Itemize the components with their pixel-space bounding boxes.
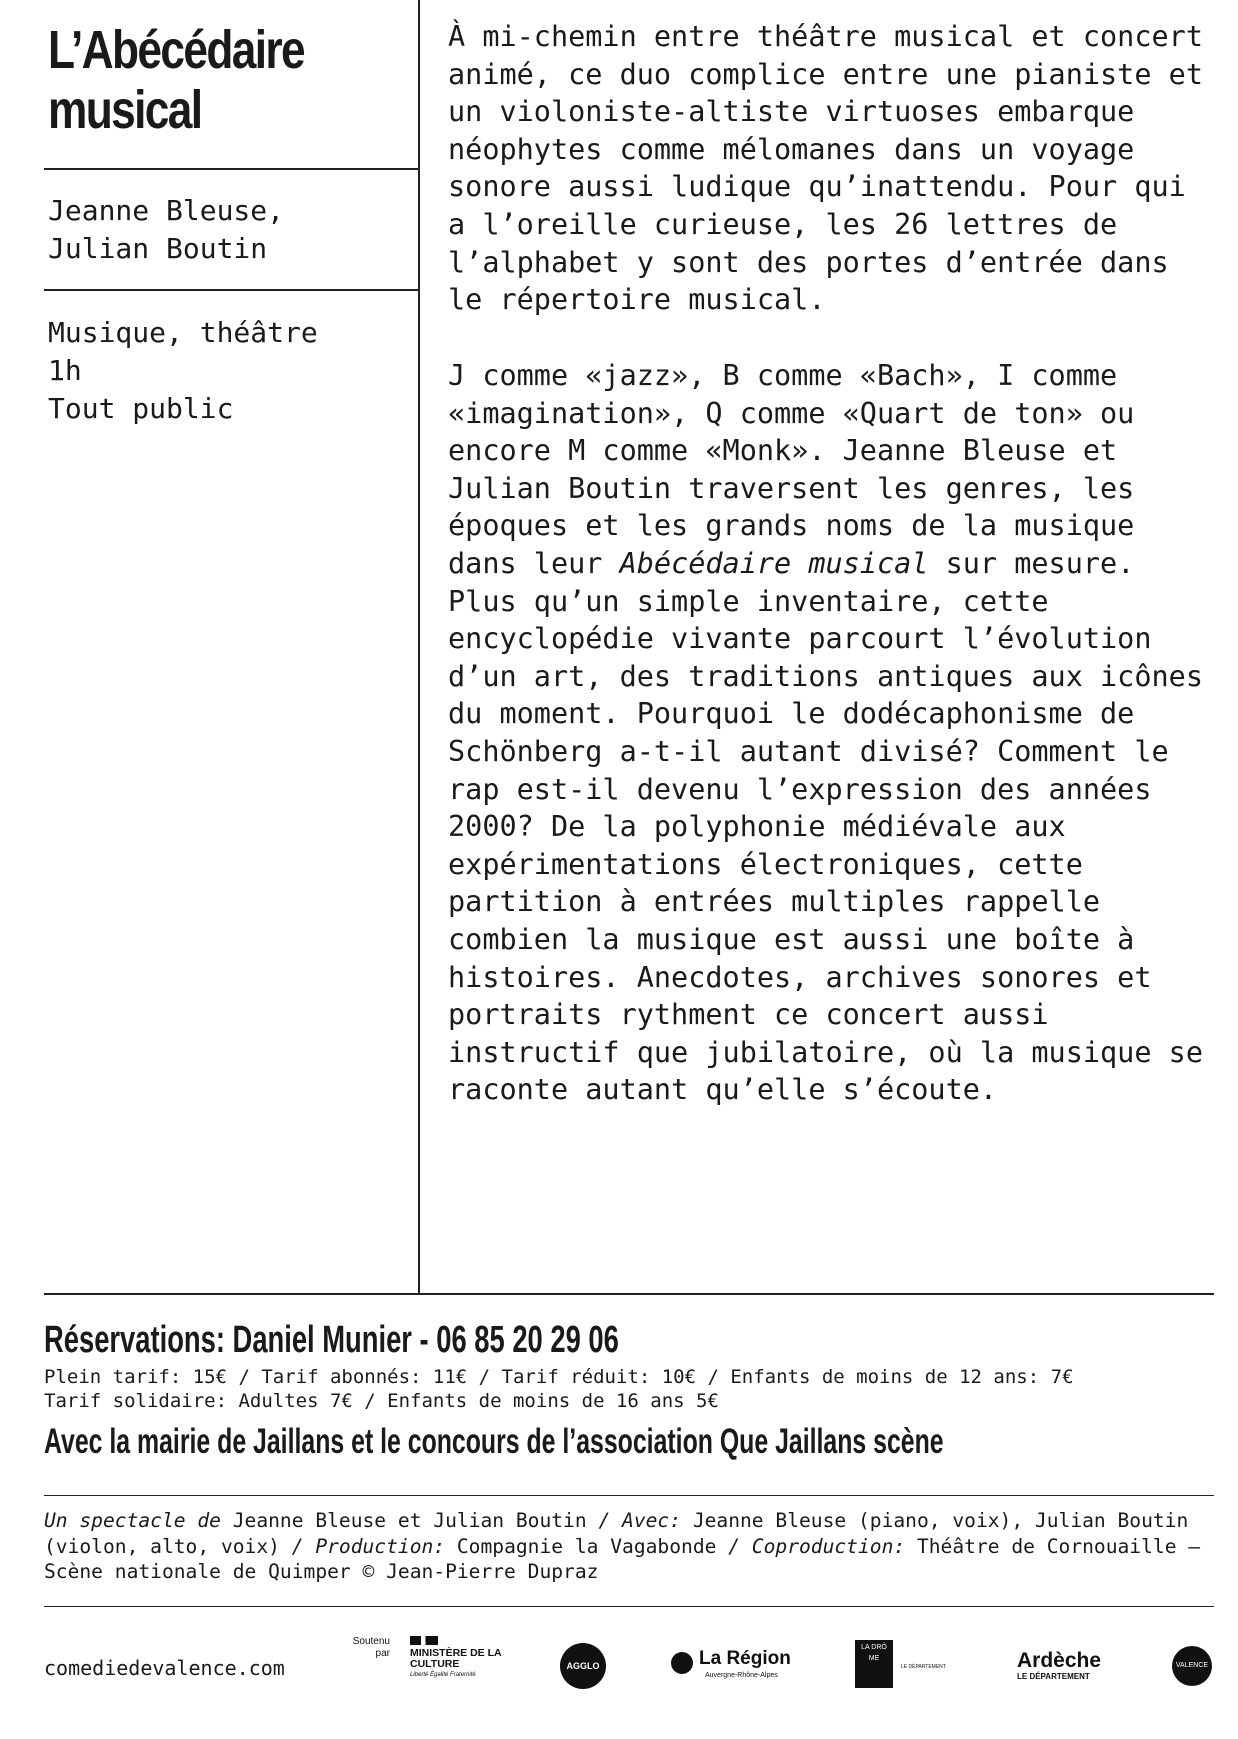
marianne-icon [410,1636,438,1645]
title-divider [44,168,420,170]
show-info [48,314,318,428]
show-authors [48,192,284,268]
reservation-line: Réservations: Daniel Munier - 06 85 20 29 06 [44,1319,619,1361]
ardeche-logo [1017,1650,1127,1681]
ministere-name: MINISTÈRE DE LA CULTURE [410,1647,502,1670]
description-paragraph-2-start: J comme «jazz», B comme «Bach», I comme «imagination», Q comme «Quart de ton» ou encore M comme «Monk». Jeanne Bleuse et Julian Boutin traversent les genres, les époques et les grands noms de la musique dans leur [448,359,1135,580]
show-audience: Tout public [48,392,234,425]
prices-line-2: Tarif solidaire: Adultes 7€ / Enfants de moins de 16 ans 5€ [44,1390,719,1412]
ardeche-subtitle: LE DÉPARTEMENT [1017,1672,1090,1681]
drome-box: LA DRÔ ME [855,1640,893,1688]
region-name: La Région [699,1648,791,1669]
agglo-logo: AGGLO [560,1643,606,1689]
show-title-line-1: L’Abécédaire [48,20,304,80]
credits-label-coproduction: / Coproduction: [728,1534,906,1558]
credits-divider-top [44,1495,1214,1496]
show-title-line-2: musical [48,80,202,140]
credits-avec: Jeanne Bleuse (piano, voix), Julian Boutin (violon, alto, voix) [44,1509,1189,1558]
column-divider [418,0,420,1293]
ministere-culture-logo [410,1636,520,1679]
credits [44,1508,1214,1585]
credits-spectacle: Jeanne Bleuse et Julian Boutin [220,1509,599,1532]
soutenu-par-label: Soutenu par [352,1636,390,1659]
description-paragraph-2 [448,357,1218,1109]
description-paragraph-2-end: sur mesure. Plus qu’un simple inventaire, cette encyclopédie vivante parcourt l’évolution d’un art, des traditions antiques aux icônes du moment. Pourquoi le dodécaphonisme de Schönberg a-t-il autant divisé? Comment le rap est-il devenu l’expression des années 2000? De la polyphonie médiévale aux expérimentations électroniques, cette partition à entrées multiples rappelle combien la musique est aussi une boîte à histoires. Anecdotes, archives sonores et portraits rythment ce concert aussi instructif que jubilatoire, où la musique se raconte autant qu’elle s’écoute. [448,546,1203,1107]
valence-logo: VALENCE [1172,1646,1212,1686]
author-line-2: Julian Boutin [48,232,268,265]
credits-label-spectacle: Un spectacle de [44,1509,221,1532]
credits-label-production: / Production: [291,1534,446,1558]
credits-production: Compagnie la Vagabonde [445,1534,729,1558]
show-duration: 1h [48,354,82,387]
ministere-motto: Liberté Égalité Fraternité [410,1672,476,1678]
website-link[interactable]: comediedevalence.com [44,1656,285,1680]
drome-subtitle: LE DÉPARTEMENT [901,1664,946,1670]
credits-label-avec: / Avec: [598,1509,682,1532]
prices-line-1: Plein tarif: 15€ / Tarif abonnés: 11€ / Tarif réduit: 10€ / Enfants de moins de 12 ans: 7€ [44,1366,1074,1388]
region-icon [671,1652,693,1674]
partners-line: Avec la mairie de Jaillans et le concours de l’association Que Jaillans scène [44,1422,944,1461]
ardeche-name: Ardèche [1017,1649,1102,1672]
description-work-title: Abécédaire musical [619,546,929,580]
reservation-divider [44,1293,1214,1295]
authors-divider [44,289,420,291]
show-genre: Musique, théâtre [48,316,318,349]
description-paragraph-1: À mi-chemin entre théâtre musical et concert animé, ce duo complice entre une pianiste et un violoniste-altiste virtuoses embarque néophytes comme mélomanes dans un voyage sonore aussi ludique qu’inattendu. Pour qui a l’oreille curieuse, les 26 lettres de l’alphabet y sont des portes d’entrée dans le répertoire musical. [448,20,1203,317]
credits-divider-bottom [44,1606,1214,1607]
show-title [48,20,304,140]
credits-coproduction: Théâtre de Cornouaille – Scène nationale de Quimper © Jean-Pierre Dupraz [44,1534,1201,1583]
author-line-1: Jeanne Bleuse, [48,194,285,227]
region-subtitle: Auvergne-Rhône-Alpes [705,1672,778,1679]
